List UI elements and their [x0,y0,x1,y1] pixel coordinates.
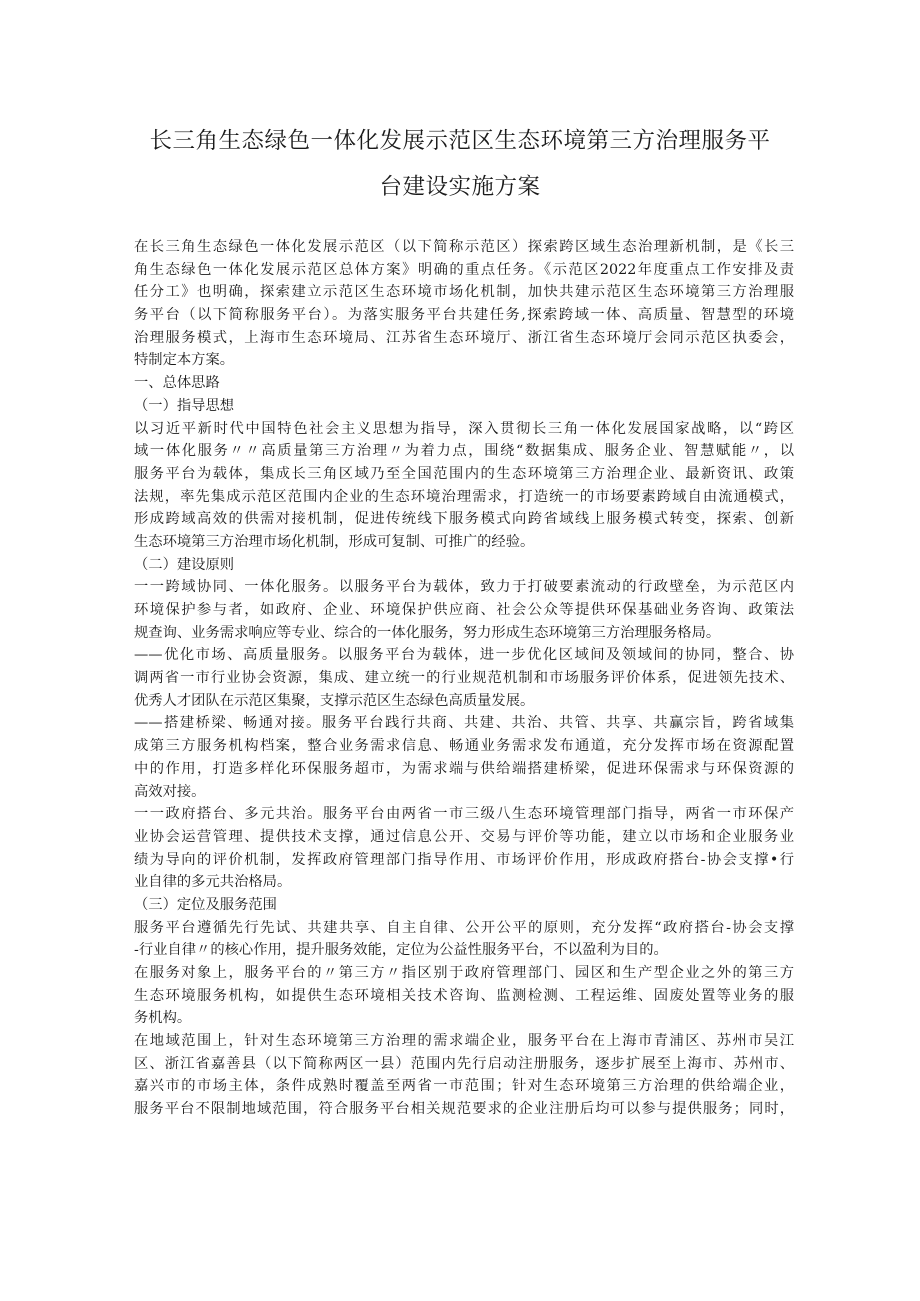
body-line: 高效对接。 [134,783,206,800]
body-line: 成第三方服务机构档案，整合业务需求信息、畅通业务需求发布通道，充分发挥市场在资源配置 [134,738,794,755]
body-line: -行业自律〃的核心作用，提升服务效能，定位为公益性服务平台，不以盈利为目的。 [134,942,668,959]
body-line: 业协会运营管理、提供技术支撑，通过信息公开、交易与评价等功能，建立以市场和企业服务业 [134,828,794,845]
body-line: 服务平台为载体，集成长三角区域乃至全国范围内的生态环境第三方治理企业、最新资讯、政策 [134,465,794,482]
body-line: 嘉兴市的市场主体，条件成熟时覆盖至两省一市范围；针对生态环境第三方治理的供给端企业， [134,1078,794,1095]
body-line: （二）建设原则 [134,556,235,573]
body-line: 任分工》也明确，探索建立示范区生态环境市场化机制，加快共建示范区生态环境第三方治理服 [134,284,794,301]
body-line: 中的作用，打造多样化环保服务超市，为需求端与供给端搭建桥梁，促进环保需求与环保资源的 [134,760,794,777]
body-line: 规查询、业务需求响应等专业、综合的一体化服务，努力形成生态环境第三方治理服务格局。 [134,624,721,641]
body-line: 绩为导向的评价机制，发挥政府管理部门指导作用、市场评价作用，形成政府搭台-协会支撑•行 [134,851,794,868]
title-line-1: 长三角生态绿色一体化发展示范区生态环境第三方治理服务平 [149,128,771,154]
body-line: 服务平台不限制地域范围，符合服务平台相关规范要求的企业注册后均可以参与提供服务；同时， [134,1101,794,1118]
title-line-2: 台建设实施方案 [379,174,541,200]
body-line: 一、总体思路 [134,375,220,392]
body-line: 以习近平新时代中国特色社会主义思想为指导，深入贯彻长三角一体化发展国家战略，以“跨区 [134,420,794,437]
body-line: 务平台（以下简称服务平台）。为落实服务平台共建任务,探索跨域一体、高质量、智慧型的环境 [134,307,794,324]
body-line: 域一体化服务〃〃高质量第三方治理〃为着力点，围绕“数据集成、服务企业、智慧赋能〃，以 [134,443,794,460]
body-line: 在长三角生态绿色一体化发展示范区（以下简称示范区）探索跨区域生态治理新机制，是《长三 [134,239,794,255]
body-line: ——优化市场、高质量服务。以服务平台为载体，进一步优化区域间及领域间的协同，整合、协 [134,647,794,664]
body-line: 治理服务模式，上海市生态环境局、江苏省生态环境厅、浙江省生态环境厅会同示范区执委会， [134,329,794,346]
body-line: 一一政府搭台、多元共治。服务平台由两省一市三级八生态环境管理部门指导，两省一市环保产 [134,806,794,823]
body-line: 务机构。 [134,1010,192,1027]
body-line: 在服务对象上，服务平台的〃第三方〃指区别于政府管理部门、园区和生产型企业之外的第三方 [134,965,794,981]
body-line: 在地域范围上，针对生态环境第三方治理的需求端企业，服务平台在上海市青浦区、苏州市吴江 [134,1033,794,1050]
body-line: 形成跨域高效的供需对接机制，促进传统线下服务模式向跨省域线上服务模式转变，探索、创新 [134,511,794,528]
body-line: 生态环境服务机构，如提供生态环境相关技术咨询、监测检测、工程运维、固废处置等业务的服 [134,987,794,1004]
body-line: 业自律的多元共治格局。 [134,874,292,891]
body-line: 特制定本方案。 [134,352,235,369]
body-line: 一一跨域协同、一体化服务。以服务平台为载体，致力于打破要素流动的行政壁垒，为示范区内 [134,579,794,596]
body-line: （三）定位及服务范围 [134,896,277,913]
body-line: 法规，率先集成示范区范围内企业的生态环境治理需求，打造统一的市场要素跨域自由流通模式， [134,488,794,505]
body-line: 服务平台遵循先行先试、共建共享、自主自律、公开公平的原则，充分发挥“政府搭台-协会支撑 [134,919,794,936]
body-line: 环境保护参与者，如政府、企业、环境保护供应商、社会公众等提供环保基础业务咨询、政策法 [134,602,794,618]
body-line: （一）指导思想 [134,397,235,414]
body-line: ——搭建桥梁、畅通对接。服务平台践行共商、共建、共治、共管、共享、共赢宗旨，跨省域集 [134,715,794,732]
body-line: 角生态绿色一体化发展示范区总体方案》明确的重点任务。《示范区2022年度重点工作安排及责 [134,261,794,278]
body-line: 区、浙江省嘉善县（以下简称两区一县）范围内先行启动注册服务，逐步扩展至上海市、苏州市、 [134,1055,794,1072]
body-line: 调两省一市行业协会资源，集成、建立统一的行业规范机制和市场服务评价体系，促进领先技术、 [134,670,794,687]
document-title [130,118,790,210]
document-body [134,236,794,1121]
body-line: 优秀人才团队在示范区集聚，支撑示范区生态绿色高质量发展。 [134,692,535,709]
body-line: 生态环境第三方治理市场化机制，形成可复制、可推广的经验。 [134,533,535,550]
